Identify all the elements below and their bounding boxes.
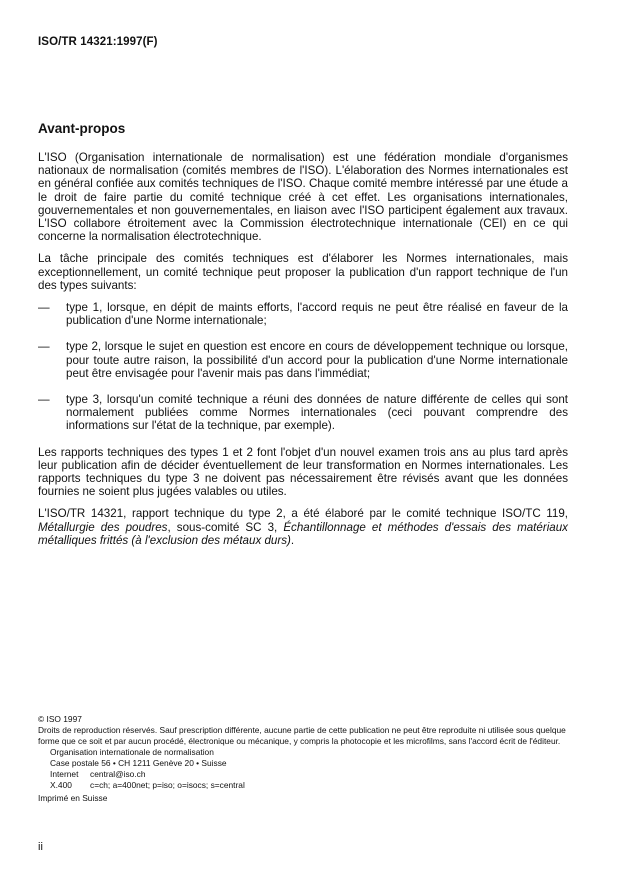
committee-text-c: . [290,533,295,547]
internet-label: Internet [50,769,79,779]
list-item-text: type 1, lorsque, en dépit de maints efforts, l'accord requis ne peut être réalisé en faveur de la publication d'une Norme internationale; [66,301,568,328]
list-dash: — [38,393,50,407]
list-dash: — [38,340,50,354]
subcommittee-name: Échantillonnage et méthodes d'essais des matériaux métalliques frittés (à l'exclusion des métaux durs) [38,520,568,547]
paragraph-review: Les rapports techniques des types 1 et 2 font l'objet d'un nouvel examen trois ans au plus tard après leur publication afin de décider éventuellement de leur transformation en Normes internationales. Les rapports techniques du type 3 ne doivent pas nécessairement être révisés avant que les données fournies ne soient plus jugées valables ou utiles. [38,445,568,499]
list-item-text: type 2, lorsque le sujet en question est encore en cours de développement technique ou lorsque, pour toute autre raison, la possibilité d'un accord pour la publication d'une Norme internationale peut être envisagée pour l'avenir mais pas dans l'immédiat; [66,340,568,380]
committee-text-b: , sous-comité SC 3, [167,520,284,534]
list-item [38,301,568,327]
foreword-body [38,151,568,556]
internet-address: central@iso.ch [90,769,146,779]
paragraph-technical-reports: La tâche principale des comités techniques est d'élaborer les Normes internationales, mais exceptionnellement, un comité technique peut proposer la publication d'un rapport technique de l'un des types suivants: [38,252,568,292]
report-types-list [38,301,568,433]
list-item-text: type 3, lorsqu'un comité technique a réuni des données de nature différente de celles qui sont normalement publiées comme Normes internationales (ceci pouvant comprendre des informations sur l'état de la technique, par exemple). [66,393,568,433]
x400-row [50,780,583,791]
organization-block [38,747,583,791]
document-id: ISO/TR 14321:1997(F) [38,36,158,48]
copyright-footer [38,714,583,804]
organization-name: Organisation internationale de normalisation [50,747,214,757]
list-item [38,340,568,380]
internet-row [50,769,583,780]
page-number: ii [38,841,43,853]
list-dash: — [38,301,50,315]
x400-label: X.400 [50,780,72,790]
paragraph-committee [38,507,568,547]
x400-address: c=ch; a=400net; p=iso; o=isocs; s=central [90,780,245,790]
section-title: Avant-propos [38,121,126,136]
paragraph-iso-intro: L'ISO (Organisation internationale de normalisation) est une fédération mondiale d'organismes nationaux de normalisation (comités membres de l'ISO). L'élaboration des Normes internationales est en général confiée aux comités techniques de l'ISO. Chaque comité membre intéressé par une étude a le droit de faire partie du comité technique créé à cet effet. Les organisations internationales, gouvernementales et non gouvernementales, en liaison avec l'ISO participent également aux travaux. L'ISO collabore étroitement avec la Commission électrotechnique internationale (CEI) en ce qui concerne la normalisation électrotechnique. [38,151,568,244]
list-item [38,393,568,433]
rights-notice: Droits de reproduction réservés. Sauf prescription différente, aucune partie de cette publication ne peut être reproduite ni utilisée sous quelque forme que ce soit et par aucun procédé, électronique ou mécanique, y compris la photocopie et les microfilms, sans l'accord écrit de l'éditeur. [38,725,566,746]
committee-text-a: L'ISO/TR 14321, rapport technique du type 2, a été élaboré par le comité technique ISO/TC 119, [38,507,568,521]
copyright-line: © ISO 1997 [38,714,82,724]
printed-in: Imprimé en Suisse [38,793,108,803]
committee-name: Métallurgie des poudres [38,520,168,534]
postal-address: Case postale 56 • CH 1211 Genève 20 • Suisse [50,758,227,768]
